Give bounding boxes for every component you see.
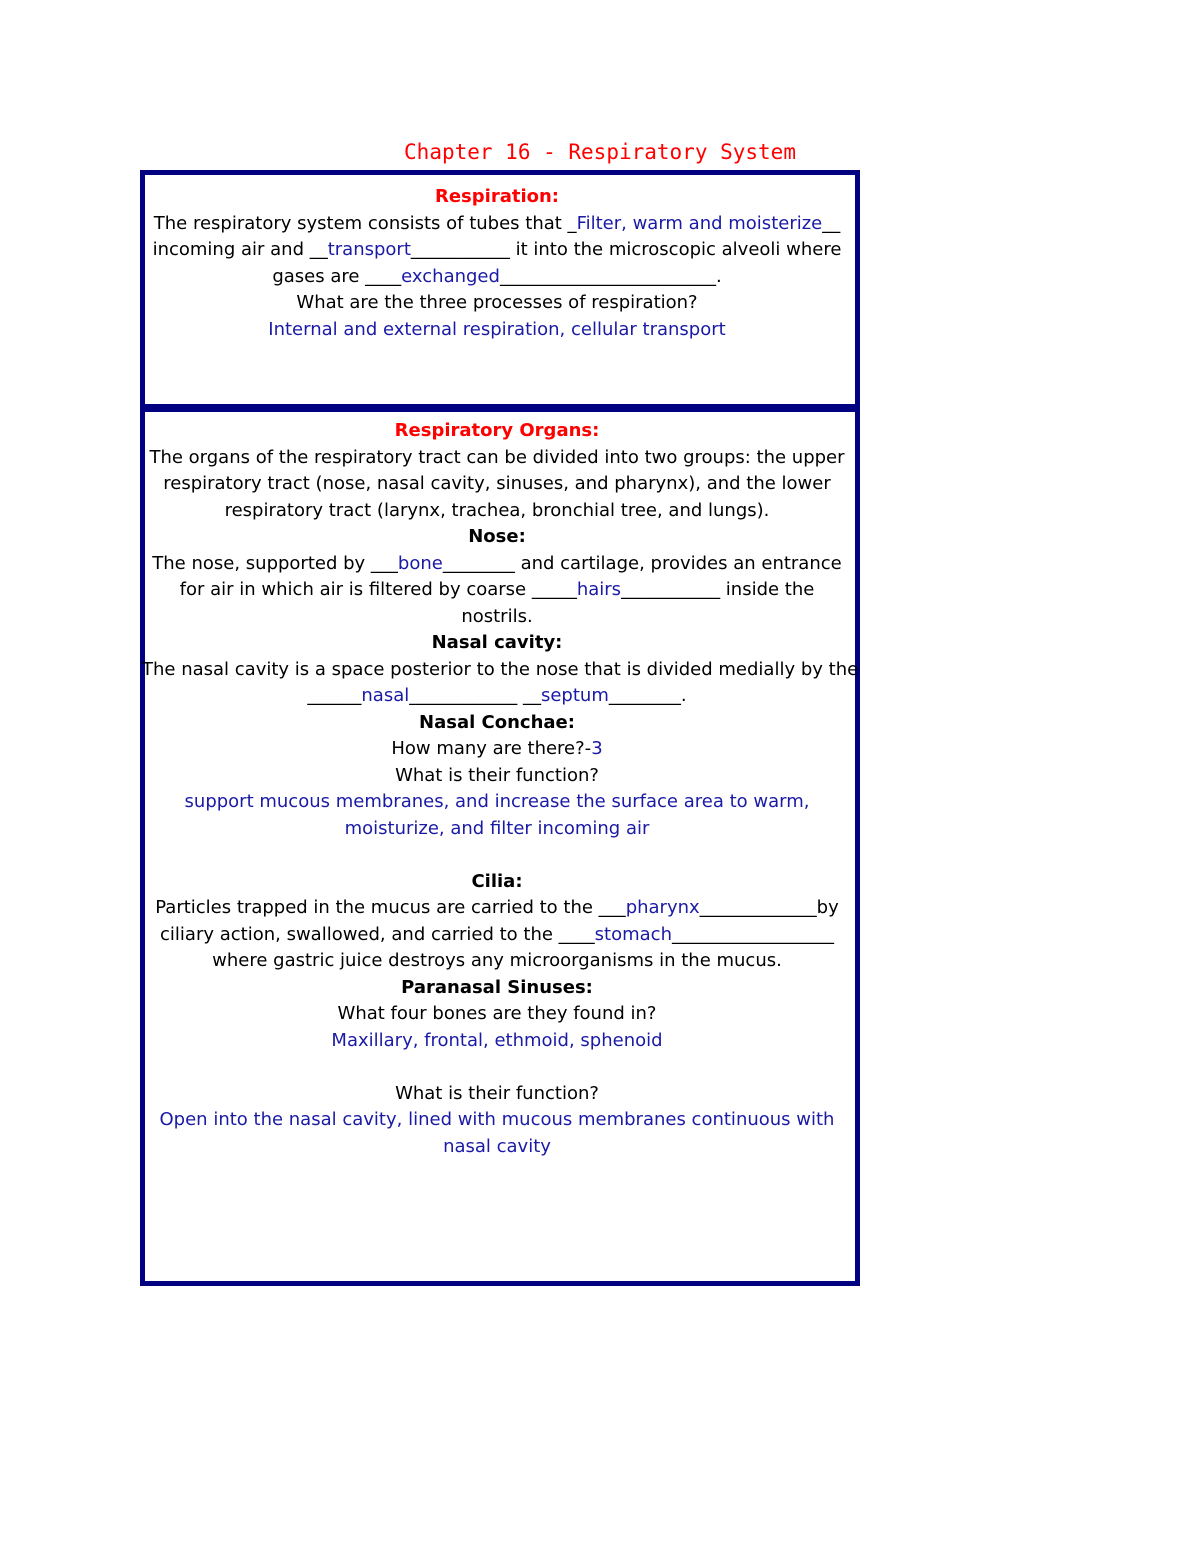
- answer-pharynx: pharynx: [625, 897, 700, 918]
- text: Particles trapped in the mucus are carried to the ___: [155, 897, 626, 918]
- answer-transport: transport: [327, 239, 411, 260]
- answer-three: 3: [591, 738, 603, 759]
- text: __: [822, 212, 841, 234]
- text: ______: [307, 685, 362, 706]
- conchae-question-2: What is their function?: [395, 764, 599, 786]
- answer-filter: Filter, warm and moisterize: [576, 212, 823, 234]
- cilia-line-2: [142, 922, 852, 949]
- sinuses-heading: Paranasal Sinuses:: [401, 976, 593, 998]
- text: for air in which air is filtered by coarse _____: [179, 579, 577, 600]
- conchae-question-1: [142, 736, 852, 763]
- text: ___________ it into the microscopic alveoli where: [410, 239, 842, 260]
- text: ___________ inside the: [621, 579, 815, 600]
- respiration-line-3: [142, 264, 852, 291]
- nasal-cavity-heading: Nasal cavity:: [431, 632, 563, 653]
- text: The respiratory system consists of tubes that _: [153, 212, 577, 234]
- text: ________.: [608, 685, 687, 706]
- conchae-heading: Nasal Conchae:: [419, 711, 575, 733]
- text: ____________ __: [409, 685, 541, 706]
- text: ________ and cartilage, provides an entrance: [442, 552, 842, 574]
- text: ciliary action, swallowed, and carried to the ____: [160, 923, 595, 945]
- respiration-section: [142, 184, 852, 343]
- page-title: Chapter 16 - Respiratory System: [404, 140, 796, 164]
- sinuses-question-1: What four bones are they found in?: [337, 1003, 657, 1024]
- answer-hairs: hairs: [576, 579, 622, 600]
- nasal-cavity-line-2: [142, 683, 852, 710]
- organs-paragraph-2: respiratory tract (nose, nasal cavity, sinuses, and pharynx), and the lower: [163, 473, 831, 494]
- answer-bone: bone: [397, 552, 443, 574]
- text: The nose, supported by ___: [152, 552, 398, 574]
- sinuses-answer-2b: nasal cavity: [443, 1135, 551, 1157]
- sinuses-answer-2a: Open into the nasal cavity, lined with mucous membranes continuous with: [159, 1109, 835, 1130]
- sinuses-answer-1: Maxillary, frontal, ethmoid, sphenoid: [331, 1029, 663, 1051]
- cilia-line-1: [142, 895, 852, 922]
- conchae-answer-2: moisturize, and filter incoming air: [344, 817, 650, 839]
- cilia-line-3: where gastric juice destroys any microorganisms in the mucus.: [212, 950, 782, 971]
- nose-line-3: nostrils.: [461, 605, 533, 627]
- answer-exchanged: exchanged: [401, 265, 500, 287]
- conchae-answer-1: support mucous membranes, and increase the surface area to warm,: [184, 791, 810, 812]
- organs-paragraph-1: The organs of the respiratory tract can be divided into two groups: the upper: [149, 446, 845, 468]
- answer-nasal: nasal: [361, 685, 410, 706]
- spacer: [142, 842, 852, 869]
- respiration-heading: Respiration:: [434, 186, 559, 207]
- nasal-cavity-line-1: The nasal cavity is a space posterior to the nose that is divided medially by the: [142, 658, 859, 680]
- nose-line-2: [142, 577, 852, 604]
- answer-stomach: stomach: [594, 923, 672, 945]
- nose-line-1: [142, 551, 852, 578]
- respiration-line-2: [142, 237, 852, 264]
- text: ________________________.: [499, 265, 722, 287]
- text: _____________by: [699, 897, 839, 918]
- respiratory-organs-section: [142, 418, 859, 1160]
- respiration-answer: Internal and external respiration, cellular transport: [268, 318, 726, 340]
- respiration-question: What are the three processes of respiration?: [296, 292, 698, 313]
- text: incoming air and __: [152, 239, 328, 260]
- organs-paragraph-3: respiratory tract (larynx, trachea, bronchial tree, and lungs).: [224, 499, 770, 521]
- text: __________________: [671, 923, 834, 945]
- text: How many are there?-: [391, 738, 592, 759]
- spacer: [142, 1054, 852, 1081]
- answer-septum: septum: [540, 685, 609, 706]
- cilia-heading: Cilia:: [471, 870, 523, 892]
- organs-heading: Respiratory Organs:: [394, 420, 600, 441]
- respiration-line-1: [142, 211, 852, 238]
- sinuses-question-2: What is their function?: [395, 1082, 599, 1104]
- nose-heading: Nose:: [468, 526, 526, 547]
- text: gases are ____: [272, 265, 402, 287]
